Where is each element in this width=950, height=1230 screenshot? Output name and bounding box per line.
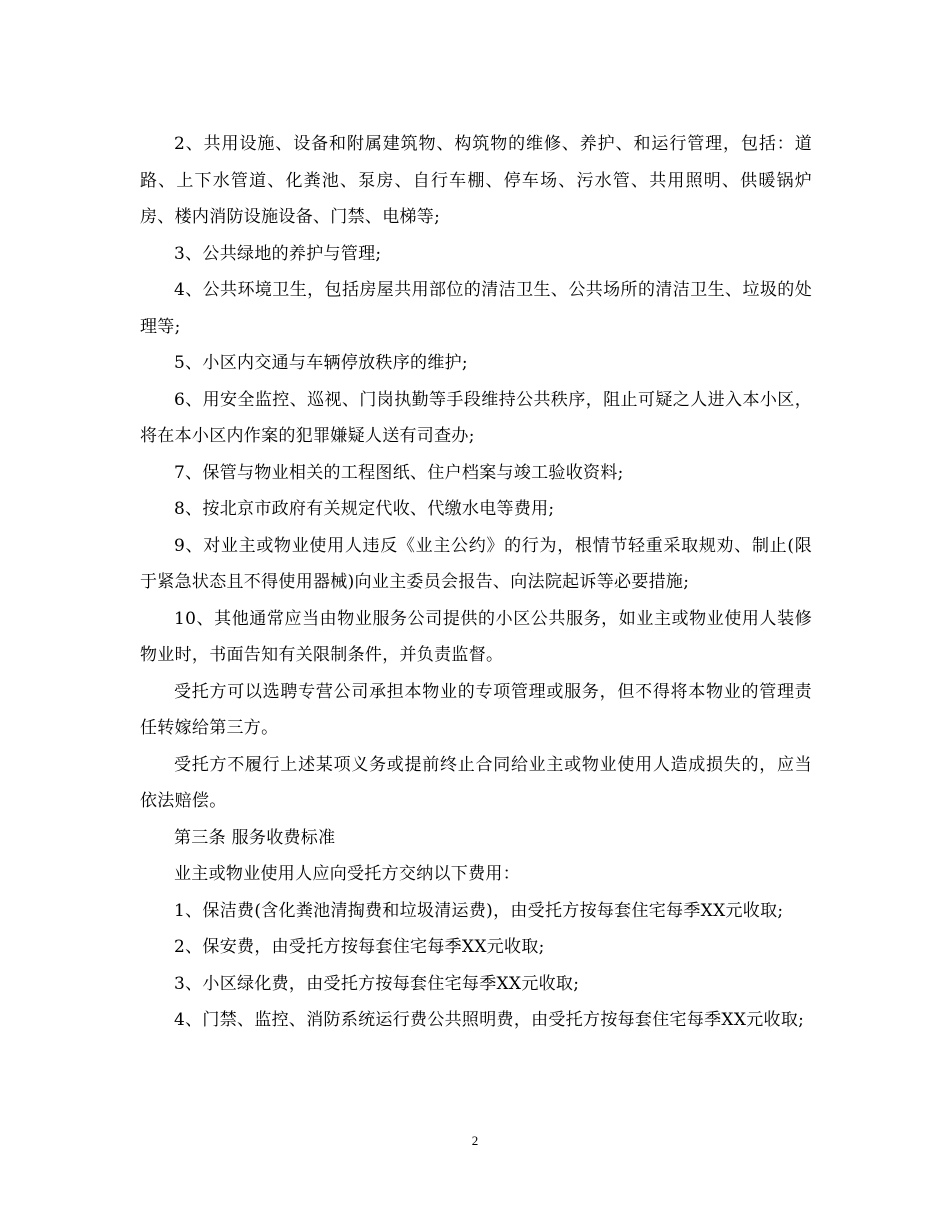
paragraph-item-8: 8、按北京市政府有关规定代收、代缴水电等费用; [174, 499, 555, 519]
fee-item-4: 4、门禁、监控、消防系统运行费公共照明费，由受托方按每套住宅每季XX元收取; [174, 1010, 805, 1030]
paragraph-item-6: 6、用安全监控、巡视、门岗执勤等手段维持公共秩序，阻止可疑之人进入本小区，将在本小区内作案的犯罪嫌疑人送有司查办; [140, 389, 812, 446]
fee-item-2: 2、保安费，由受托方按每套住宅每季XX元收取; [174, 937, 545, 957]
paragraph-subcontract: 受托方可以选聘专营公司承担本物业的专项管理或服务，但不得将本物业的管理责任转嫁给第三方。 [140, 681, 812, 738]
section-heading-article-3: 第三条 服务收费标准 [174, 827, 336, 848]
paragraph-liability: 受托方不履行上述某项义务或提前终止合同给业主或物业使用人造成损失的，应当依法赔偿。 [140, 754, 812, 811]
paragraph-item-10: 10、其他通常应当由物业服务公司提供的小区公共服务，如业主或物业使用人装修物业时，书面告知有关限制条件，并负责监督。 [140, 608, 812, 665]
fee-item-1: 1、保洁费(含化粪池清掏费和垃圾清运费)，由受托方按每套住宅每季XX元收取; [174, 900, 784, 921]
page-number: 2 [471, 1133, 479, 1148]
paragraph-item-5: 5、小区内交通与车辆停放秩序的维护; [174, 353, 468, 373]
document-body [140, 126, 812, 1039]
paragraph-item-3: 3、公共绿地的养护与管理; [174, 243, 382, 264]
fee-item-3: 3、小区绿化费，由受托方按每套住宅每季XX元收取; [174, 973, 580, 994]
paragraph-item-7: 7、保管与物业相关的工程图纸、住户档案与竣工验收资料; [174, 462, 624, 483]
paragraph-item-2: 2、共用设施、设备和附属建筑物、构筑物的维修、养护、和运行管理，包括：道路、上下水管道、化粪池、泵房、自行车棚、停车场、污水管、共用照明、供暖锅炉房、楼内消防设施设备、门禁、电梯等; [140, 134, 812, 227]
paragraph-fees-intro: 业主或物业使用人应向受托方交纳以下费用： [174, 864, 520, 884]
paragraph-item-4: 4、公共环境卫生，包括房屋共用部位的清洁卫生、公共场所的清洁卫生、垃圾的处理等; [140, 280, 812, 337]
paragraph-item-9: 9、对业主或物业使用人违反《业主公约》的行为，根情节轻重采取规劝、制止(限于紧急状态且不得使用器械)向业主委员会报告、向法院起诉等必要措施; [140, 535, 812, 592]
